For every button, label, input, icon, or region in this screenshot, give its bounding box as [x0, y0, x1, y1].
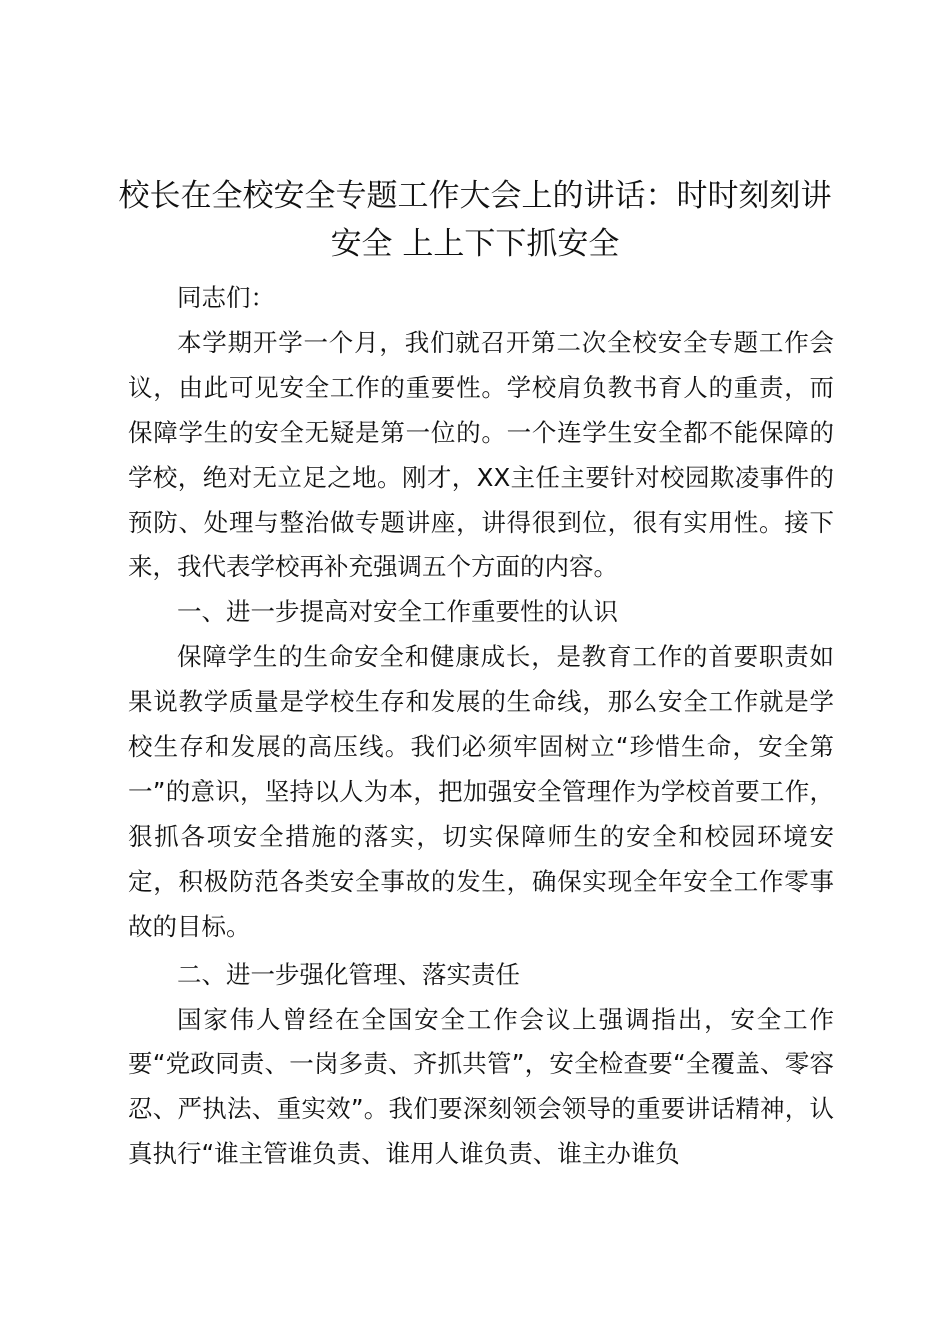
- paragraph-intro: 本学期开学一个月，我们就召开第二次全校安全专题工作会议，由此可见安全工作的重要性。学校肩负教书育人的重责，而保障学生的安全无疑是第一位的。一个连学生安全都不能保障的学校，绝对无立足之地。刚才，XX主任主要针对校园欺凌事件的预防、处理与整治做专题讲座，讲得很到位，很有实用性。接下来，我代表学校再补充强调五个方面的内容。: [128, 327, 834, 582]
- section-heading-2: 二、进一步强化管理、落实责任: [177, 959, 520, 989]
- page-title: 校长在全校安全专题工作大会上的讲话：时时刻刻讲安全 上上下下抓安全: [118, 178, 832, 262]
- section-heading-1: 一、进一步提高对安全工作重要性的认识: [177, 597, 618, 627]
- paragraph-section-1: 保障学生的生命安全和健康成长，是教育工作的首要职责如果说教学质量是学校生存和发展的生命线，那么安全工作就是学校生存和发展的高压线。我们必须牢固树立“珍惜生命，安全第一”的意识，坚持以人为本，把加强安全管理作为学校首要工作，狠抓各项安全措施的落实，切实保障师生的安全和校园环境安定，积极防范各类安全事故的发生，确保实现全年安全工作零事故的目标。: [128, 642, 834, 941]
- document-body: [128, 276, 834, 1177]
- paragraph-section-2: 国家伟人曾经在全国安全工作会议上强调指出，安全工作要“党政同责、一岗多责、齐抓共管”，安全检查要“全覆盖、零容忍、严执法、重实效”。我们要深刻领会领导的重要讲话精神，认真执行“谁主管谁负责、谁用人谁负责、谁主办谁负: [128, 1004, 834, 1169]
- salutation: 同志们：: [177, 283, 275, 312]
